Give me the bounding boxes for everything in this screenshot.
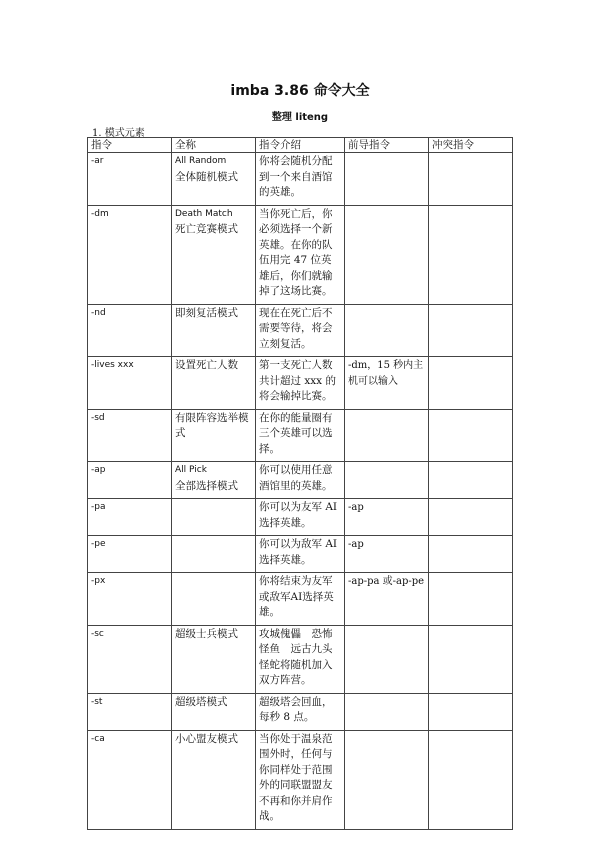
header-conflict: 冲突指令	[429, 138, 513, 153]
cell-conflict	[429, 409, 513, 462]
cell-conflict	[429, 693, 513, 730]
cell-prerequisite: -dm，15 秒内主机可以输入	[345, 357, 429, 410]
command-table	[87, 137, 513, 830]
cell-command: -dm	[88, 205, 172, 304]
full-name-english: All Random	[175, 156, 227, 166]
cell-conflict	[429, 730, 513, 829]
cell-command: -nd	[88, 304, 172, 357]
cell-description: 当你处于温泉范围外时，任何与你同样处于范围外的同联盟盟友不再和你并肩作战。	[256, 730, 345, 829]
cell-conflict	[429, 205, 513, 304]
table-row	[88, 357, 513, 410]
cell-full-name	[172, 499, 256, 536]
table-row	[88, 693, 513, 730]
cell-conflict	[429, 499, 513, 536]
table-row	[88, 730, 513, 829]
cell-conflict	[429, 304, 513, 357]
full-name-chinese: 设置死亡人数	[175, 359, 238, 371]
cell-description: 你可以使用任意酒馆里的英雄。	[256, 462, 345, 499]
cell-description: 你可以为友军 AI 选择英雄。	[256, 499, 345, 536]
full-name-chinese: 有限阵容选举模式	[175, 411, 249, 439]
full-name-chinese: 超级塔模式	[175, 695, 228, 708]
cell-conflict	[429, 573, 513, 626]
table-row	[88, 536, 513, 573]
table-body	[88, 153, 513, 830]
full-name-english: All Pick	[175, 465, 207, 475]
cell-prerequisite	[345, 625, 429, 693]
cell-prerequisite	[345, 205, 429, 304]
cell-full-name	[172, 625, 256, 693]
cell-full-name	[172, 409, 256, 462]
cell-command: -ap	[88, 462, 172, 499]
cell-prerequisite: -ap	[345, 536, 429, 573]
cell-prerequisite	[345, 409, 429, 462]
table-row	[88, 573, 513, 626]
cell-command: -px	[88, 573, 172, 626]
header-full-name: 全称	[172, 138, 256, 153]
header-prerequisite: 前导指令	[345, 138, 429, 153]
header-command: 指令	[88, 138, 172, 153]
cell-conflict	[429, 536, 513, 573]
full-name-english: Death Match	[175, 208, 233, 219]
document-subtitle: 整理 liteng	[271, 112, 329, 123]
cell-full-name	[172, 153, 256, 206]
cell-conflict	[429, 462, 513, 499]
cell-prerequisite: -ap-pa 或-ap-pe	[345, 573, 429, 626]
table-row	[88, 625, 513, 693]
table-header-row	[88, 138, 513, 153]
cell-full-name	[172, 304, 256, 357]
cell-description: 你将结束为友军或敌军AI选择英雄。	[256, 573, 345, 626]
header-description: 指令介绍	[256, 138, 345, 153]
cell-command: -pe	[88, 536, 172, 573]
full-name-chinese: 全体随机模式	[175, 170, 238, 183]
cell-prerequisite	[345, 462, 429, 499]
full-name-chinese: 小心盟友模式	[175, 732, 238, 745]
table-row	[88, 153, 513, 206]
cell-description: 攻城傀儡 恐怖怪鱼 远古九头怪蛇将随机加入双方阵营。	[256, 625, 345, 693]
cell-prerequisite: -ap	[345, 499, 429, 536]
cell-full-name	[172, 205, 256, 304]
cell-full-name	[172, 536, 256, 573]
cell-full-name	[172, 462, 256, 499]
table-row	[88, 409, 513, 462]
cell-prerequisite	[345, 153, 429, 206]
cell-command: -ar	[88, 153, 172, 206]
cell-description: 你将会随机分配到一个来自酒馆的英雄。	[256, 153, 345, 206]
table-row	[88, 462, 513, 499]
full-name-chinese: 即刻复活模式	[175, 306, 238, 319]
cell-description: 超级塔会回血，每秒 8 点。	[256, 693, 345, 730]
cell-conflict	[429, 357, 513, 410]
cell-description: 现在在死亡后不需要等待，将会立刻复活。	[256, 304, 345, 357]
full-name-chinese: 死亡竞赛模式	[175, 223, 238, 235]
cell-description: 在你的能量圈有三个英雄可以选择。	[256, 409, 345, 462]
full-name-chinese: 全部选择模式	[175, 479, 238, 492]
cell-command: -lives xxx	[88, 357, 172, 410]
cell-command: -pa	[88, 499, 172, 536]
cell-description: 第一支死亡人数共计超过 xxx 的将会输掉比赛。	[256, 357, 345, 410]
cell-description: 你可以为敌军 AI 选择英雄。	[256, 536, 345, 573]
cell-command: -ca	[88, 730, 172, 829]
cell-full-name	[172, 357, 256, 410]
cell-command: -sc	[88, 625, 172, 693]
cell-prerequisite	[345, 304, 429, 357]
cell-conflict	[429, 153, 513, 206]
table-row	[88, 499, 513, 536]
cell-full-name	[172, 693, 256, 730]
cell-full-name	[172, 730, 256, 829]
section-heading: 1. 模式元素	[92, 128, 145, 139]
full-name-chinese: 超级士兵模式	[175, 627, 238, 640]
cell-command: -sd	[88, 409, 172, 462]
table-row	[88, 304, 513, 357]
cell-full-name	[172, 573, 256, 626]
document-title: imba 3.86 命令大全	[230, 83, 370, 99]
cell-prerequisite	[345, 693, 429, 730]
table-row	[88, 205, 513, 304]
cell-conflict	[429, 625, 513, 693]
cell-prerequisite	[345, 730, 429, 829]
cell-description: 当你死亡后，你必须选择一个新英雄。在你的队伍用完 47 位英雄后，你们就输掉了这场比赛。	[256, 205, 345, 304]
cell-command: -st	[88, 693, 172, 730]
